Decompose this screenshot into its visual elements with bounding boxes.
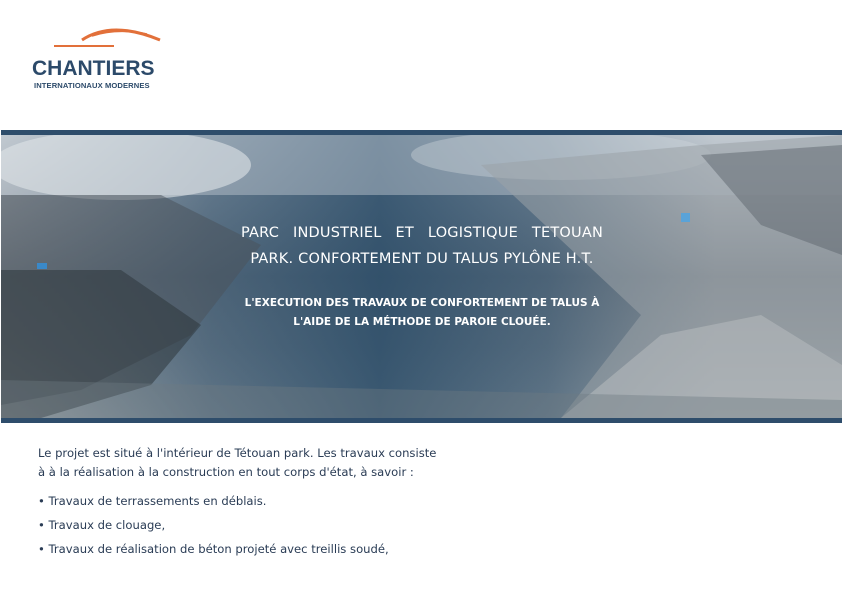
logo-name: CHANTIERS — [32, 57, 155, 80]
works-list — [38, 489, 508, 561]
logo-roof-icon — [52, 22, 162, 48]
banner-subtitle-line2: L'AIDE DE LA MÉTHODE DE PAROIE CLOUÉE. — [293, 316, 551, 328]
project-description — [38, 444, 508, 561]
company-logo — [32, 22, 172, 94]
project-banner — [1, 130, 842, 423]
list-item: • Travaux de réalisation de béton projeté avec treillis soudé, — [38, 542, 389, 556]
logo-subtitle: INTERNATIONAUX MODERNES — [34, 81, 150, 90]
intro-line1: Le projet est situé à l'intérieur de Tétouan park. Les travaux consiste — [38, 446, 437, 460]
intro-paragraph — [38, 444, 508, 482]
banner-subtitle — [241, 294, 603, 332]
list-item: • Travaux de terrassements en déblais. — [38, 494, 267, 508]
banner-text-block — [241, 220, 603, 332]
intro-line2: à à la réalisation à la construction en tout corps d'état, à savoir : — [38, 465, 414, 479]
banner-subtitle-line1: L'EXECUTION DES TRAVAUX DE CONFORTEMENT DE TALUS À — [244, 297, 600, 309]
list-item: • Travaux de clouage, — [38, 518, 166, 532]
banner-title: PARC INDUSTRIEL ET LOGISTIQUE TETOUAN PARK. CONFORTEMENT DU TALUS PYLÔNE H.T. — [241, 225, 603, 267]
